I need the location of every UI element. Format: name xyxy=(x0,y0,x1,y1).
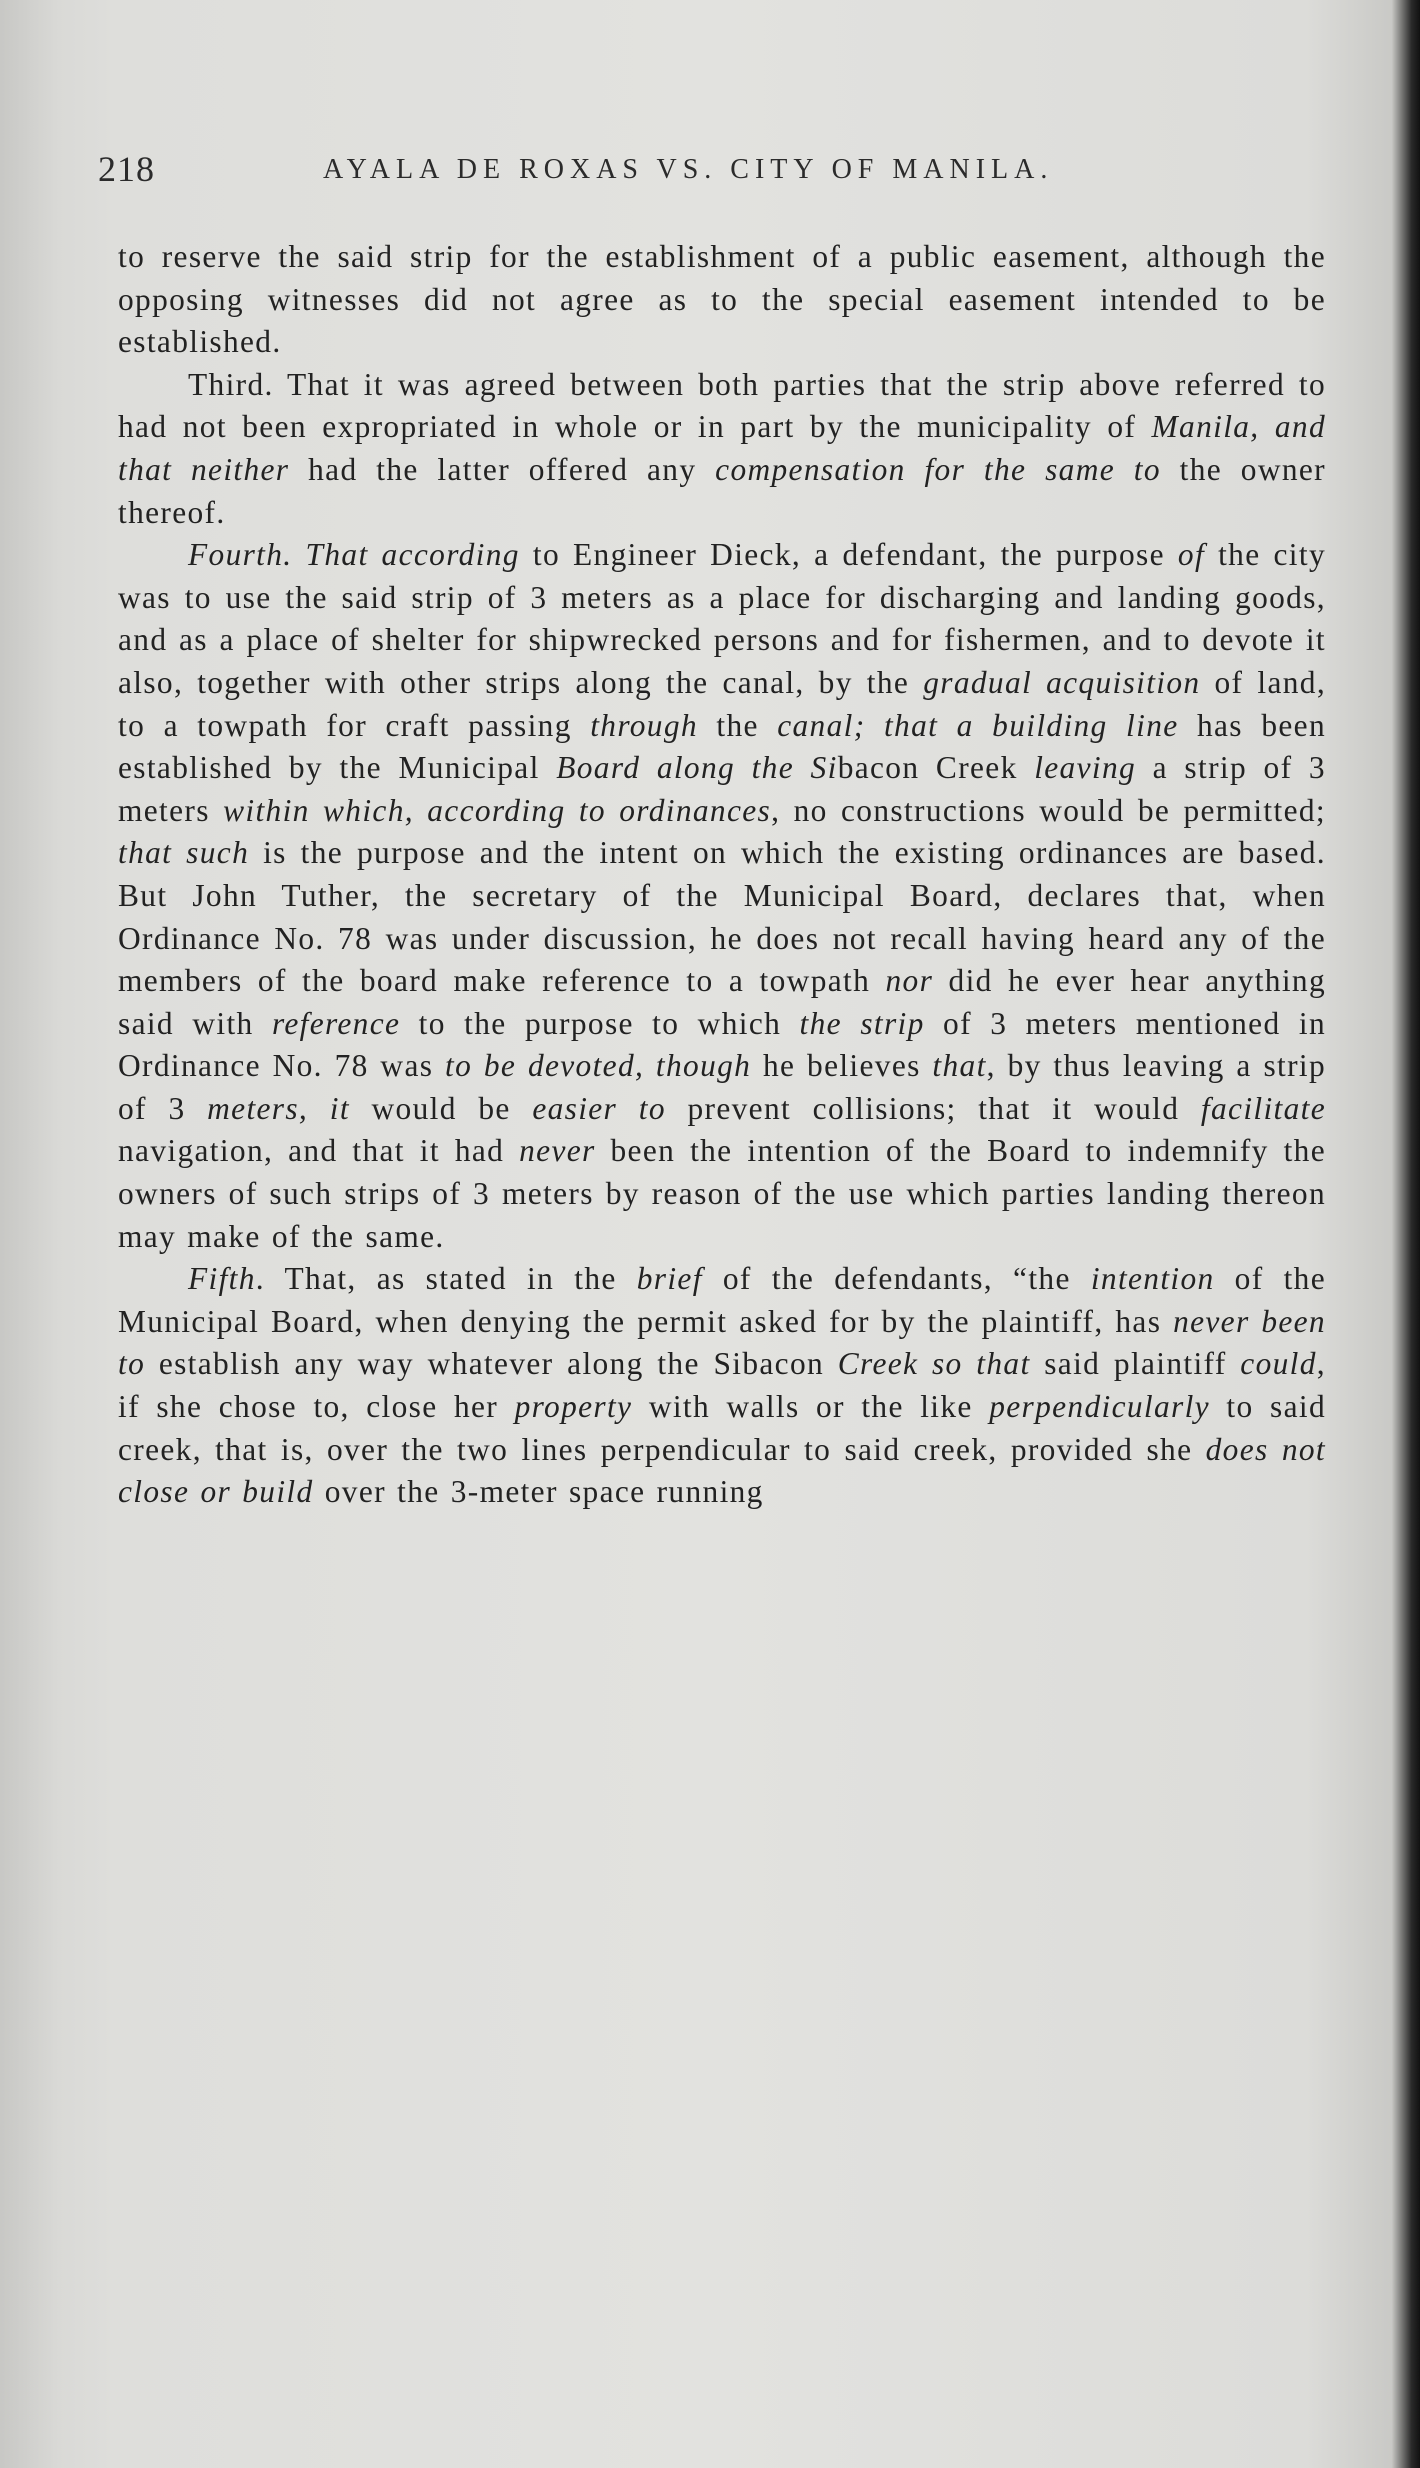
italic-text: that xyxy=(932,1048,987,1084)
text-run: . That, as stated in the xyxy=(255,1261,637,1297)
body-text xyxy=(118,236,1326,1514)
italic-text: perpendicularly xyxy=(989,1389,1210,1425)
italic-text: Manila, and that neither xyxy=(118,409,1326,487)
text-run: , no constructions would be permitted; xyxy=(771,792,1326,828)
italic-text: Fifth xyxy=(188,1261,256,1297)
italic-text: could xyxy=(1240,1346,1317,1382)
text-run: of the defendants, “the xyxy=(702,1261,1091,1297)
italic-text: the strip xyxy=(799,1005,925,1041)
text-run: would be xyxy=(349,1090,533,1126)
text-run: he believes xyxy=(751,1048,933,1084)
italic-text: that such xyxy=(118,835,250,871)
text-run: to the purpose to which xyxy=(400,1005,800,1041)
italic-text: meters, it xyxy=(207,1090,350,1126)
italic-text: Board along the Si xyxy=(556,750,838,786)
italic-text: brief xyxy=(636,1261,703,1297)
italic-text: through xyxy=(590,707,698,743)
paragraph xyxy=(118,364,1326,534)
italic-text: leaving xyxy=(1034,750,1137,786)
italic-text: Creek so that xyxy=(837,1346,1031,1382)
text-run: had the latter offered any xyxy=(289,451,716,487)
running-head: AYALA DE ROXAS VS. CITY OF MANILA. xyxy=(323,154,1054,185)
page-shadow-left xyxy=(0,0,60,2468)
italic-text: intention xyxy=(1090,1261,1215,1297)
italic-text: compensation for the same to xyxy=(715,451,1161,487)
italic-text: reference xyxy=(271,1005,401,1041)
text-run: , if she chose to, close her xyxy=(118,1346,1326,1425)
italic-text: That according xyxy=(305,537,520,573)
text-run: establish any way whatever along the Sibacon xyxy=(145,1346,838,1382)
paragraph xyxy=(118,1258,1326,1514)
text-run: the xyxy=(697,707,778,743)
text-run: , by thus leaving a strip of 3 xyxy=(118,1048,1326,1126)
italic-text: does not close or build xyxy=(118,1431,1326,1510)
text-run: did he ever hear anything said with xyxy=(118,963,1326,1041)
text-run: with walls or the like xyxy=(632,1389,990,1425)
italic-text: Fourth. xyxy=(188,537,306,573)
italic-text: to be devoted, though xyxy=(445,1048,752,1084)
paragraph xyxy=(118,534,1326,1258)
page-header xyxy=(98,148,1308,208)
italic-text: facilitate xyxy=(1200,1090,1327,1126)
text-run: Third. That it was agreed between both parties that the strip above referred to had not been expropriated in whole or in part by the municipality of xyxy=(118,366,1326,445)
italic-text: never xyxy=(519,1133,596,1169)
text-run: prevent collisions; that it would xyxy=(665,1090,1201,1126)
text-run: is the purpose and the intent on which the existing ordinances are based. But John Tuther, the secretary of the Municipal Board, declares that, when Ordinance No. 78 was under discussion, he does not recall having heard any of the members of the board make reference to a towpath xyxy=(118,835,1326,999)
page-number: 218 xyxy=(98,149,155,189)
text-run: the city was to use the said strip of 3 meters as a place for discharging and landing goods, and as a place of shelter for shipwrecked persons and for fishermen, and to devote it also, together with other strips along the canal, by the xyxy=(118,537,1326,700)
text-run: said plaintiff xyxy=(1030,1346,1241,1382)
text-run: of the Municipal Board, when denying the permit asked for by the plaintiff, has xyxy=(118,1261,1326,1339)
text-run: navigation, and that it had xyxy=(118,1133,520,1169)
text-run: bacon Creek xyxy=(837,750,1035,786)
text-run: has been established by the Municipal xyxy=(118,707,1326,786)
italic-text: property xyxy=(514,1389,633,1425)
italic-text: easier to xyxy=(532,1090,666,1126)
italic-text: within which, according to ordinances xyxy=(223,792,772,828)
text-run: been the intention of the Board to indemnify the owners of such strips of 3 meters by reason of the use which parties landing thereon may make of the same. xyxy=(118,1133,1326,1254)
text-run: a strip of 3 meters xyxy=(118,750,1326,828)
italic-text: of xyxy=(1177,537,1206,573)
text-run: to reserve the said strip for the establishment of a public easement, although the opposing witnesses did not agree as to the special easement intended to be established. xyxy=(118,239,1326,360)
text-run: to Engineer Dieck, a defendant, the purpose xyxy=(519,537,1178,573)
italic-text: canal; that a building line xyxy=(777,707,1179,743)
text-run: to said creek, that is, over the two lines perpendicular to said creek, provided she xyxy=(118,1389,1326,1467)
italic-text: gradual acquisition xyxy=(923,664,1201,700)
text-run: over the 3-meter space running xyxy=(313,1474,764,1510)
text-run: of land, to a towpath for craft passing xyxy=(118,664,1327,743)
paragraph xyxy=(118,236,1326,364)
text-run: the owner thereof. xyxy=(118,451,1326,530)
text-run: of 3 meters mentioned in Ordinance No. 78 was xyxy=(118,1005,1326,1084)
italic-text: never been to xyxy=(118,1303,1326,1382)
italic-text: nor xyxy=(885,963,934,999)
